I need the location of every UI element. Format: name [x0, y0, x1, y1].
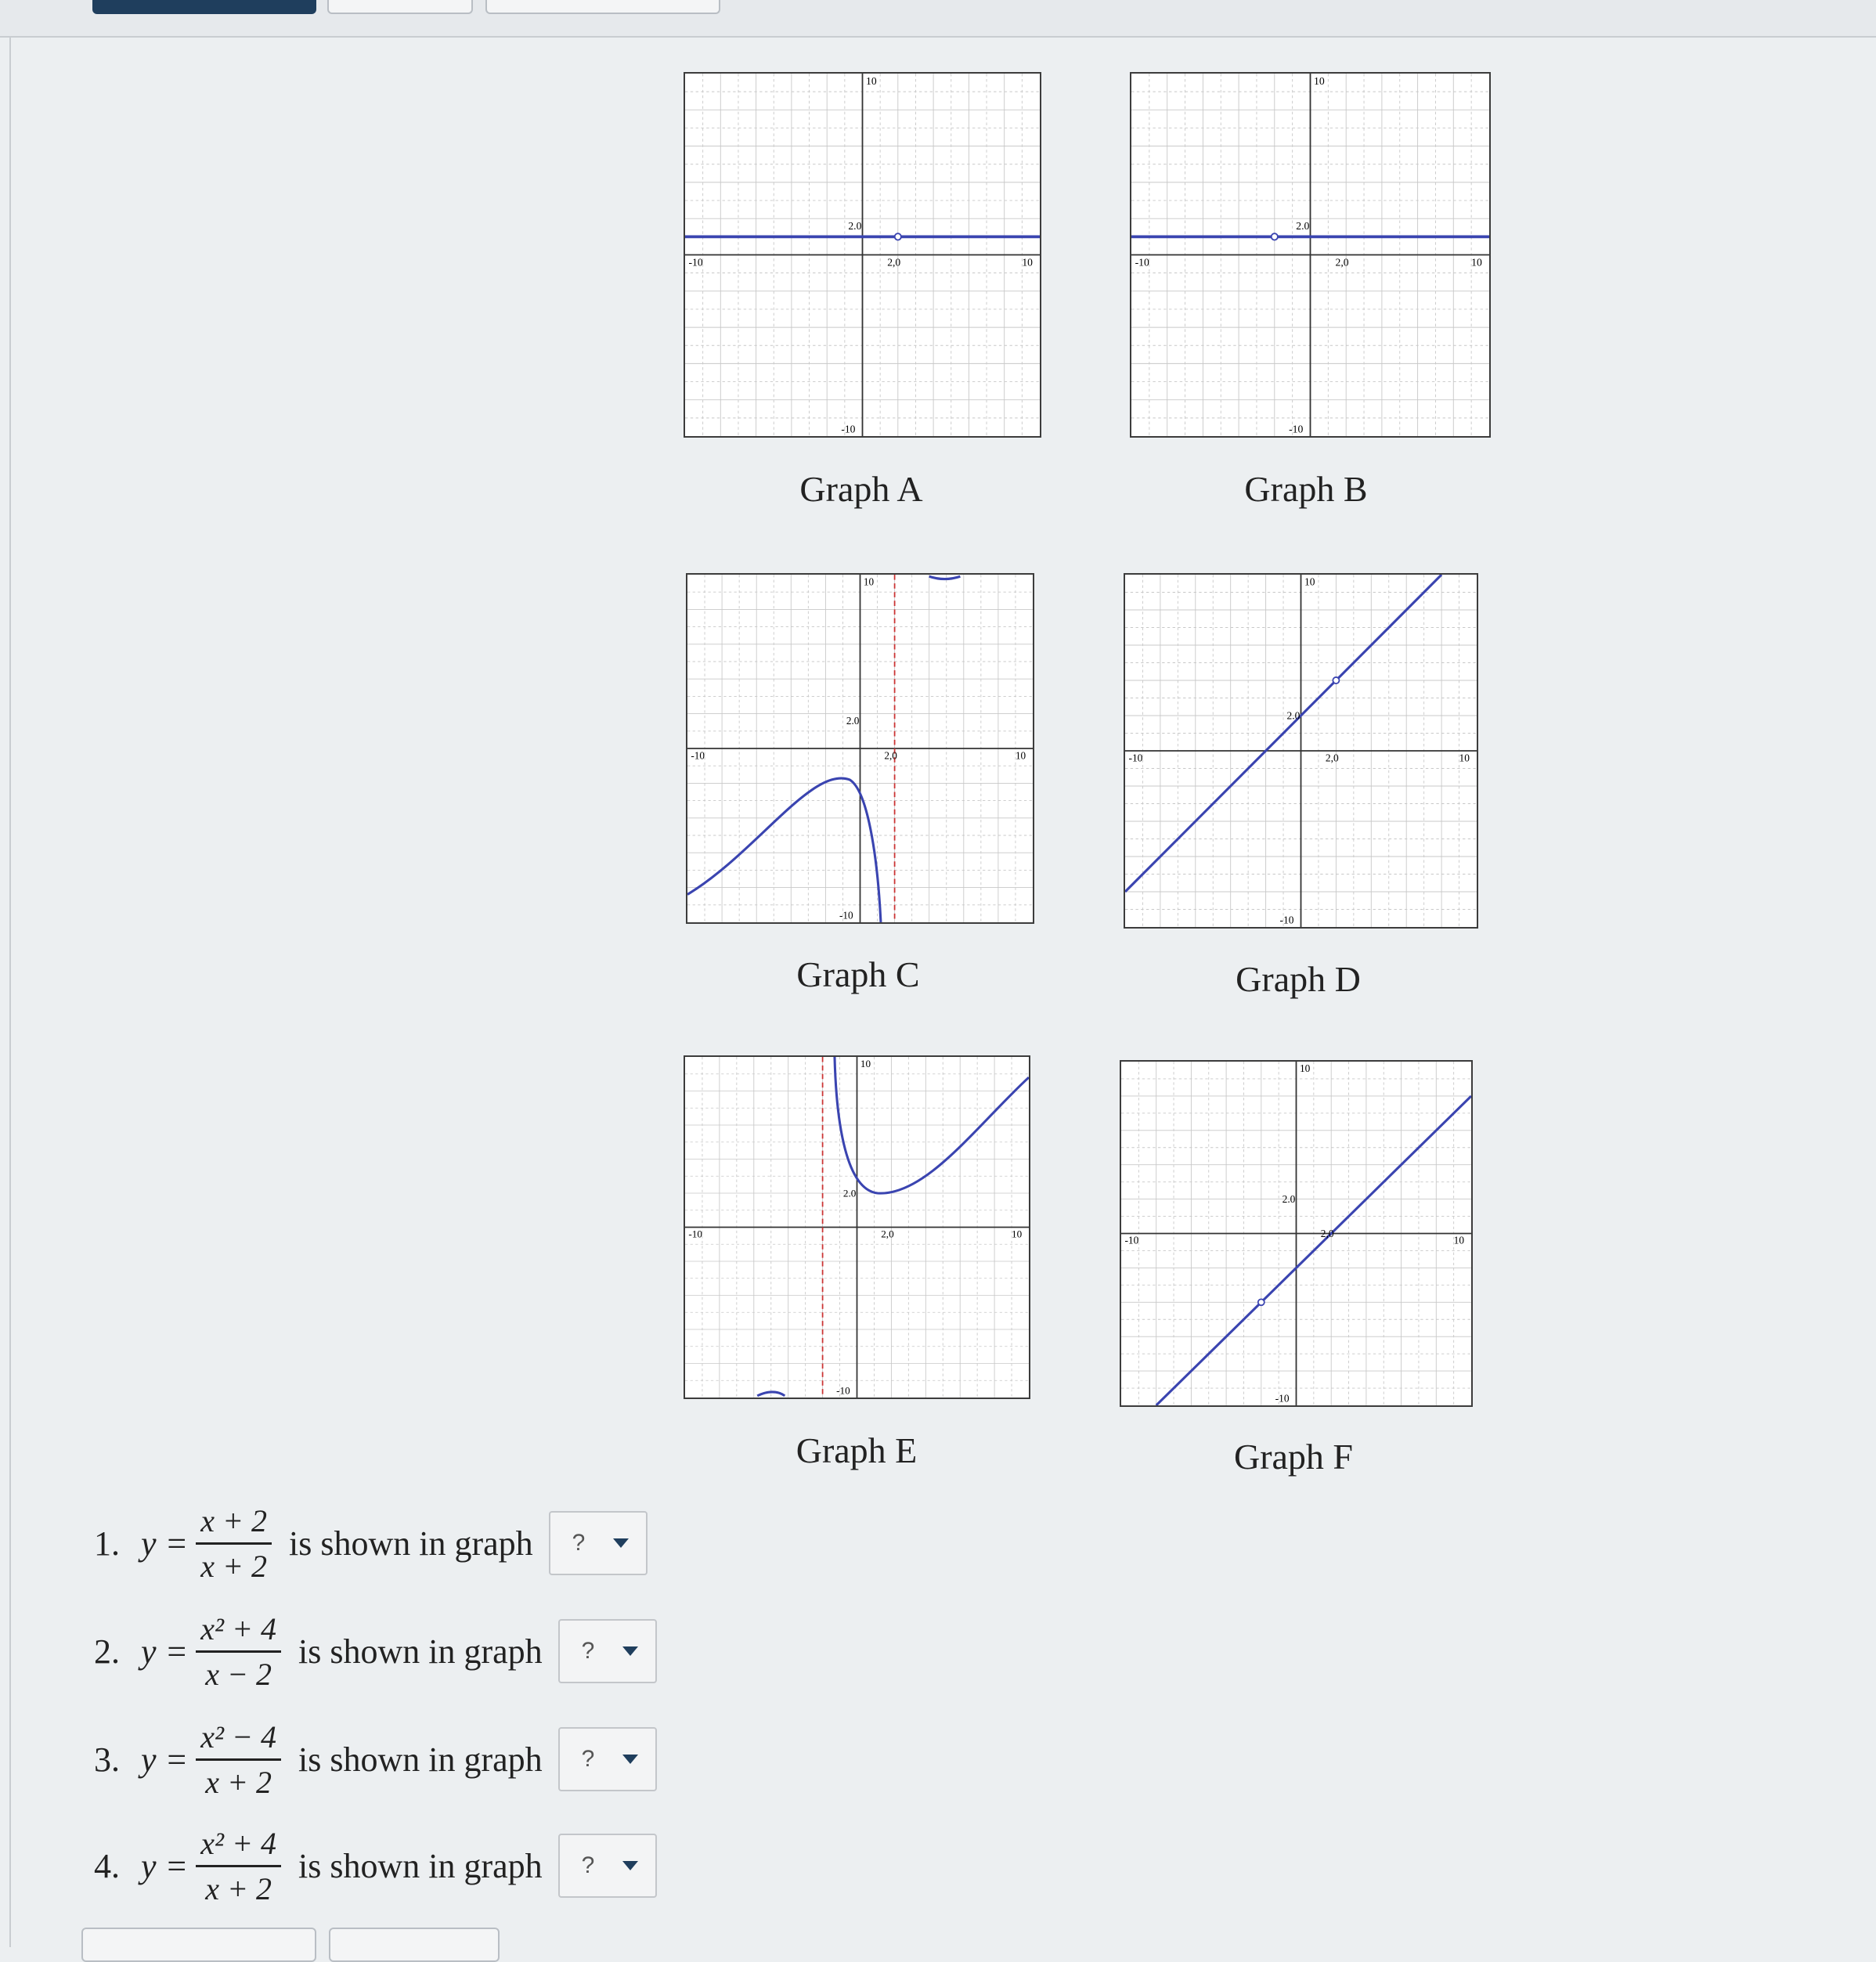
graph-c-label: Graph C: [796, 954, 920, 994]
fraction-denominator: x + 2: [205, 1870, 272, 1906]
graph-f: [1120, 1060, 1473, 1407]
graph-b-label: Graph B: [1244, 469, 1368, 509]
question-4: [94, 1823, 657, 1909]
bottom-button-right[interactable]: [329, 1928, 500, 1962]
equation-lhs: y =: [141, 1740, 189, 1779]
fraction-numerator: x² + 4: [196, 1825, 281, 1867]
tick-label-ymax: 10: [1299, 1062, 1311, 1075]
tick-label-y2: 2.0: [846, 714, 860, 727]
chevron-down-icon: [622, 1861, 638, 1870]
tick-label-xmin: -10: [688, 256, 703, 269]
fraction-denominator: x + 2: [205, 1764, 272, 1800]
tick-label-y2: 2.0: [848, 219, 862, 233]
tick-label-ymax: 10: [1304, 575, 1315, 588]
graph-c: [686, 573, 1034, 924]
tick-label-ymax: 10: [1314, 74, 1325, 87]
tick-label-xmax: 10: [1015, 749, 1026, 762]
question-text: is shown in graph: [288, 1524, 533, 1563]
tick-label-ymax: 10: [863, 575, 875, 588]
graph-d: [1124, 573, 1478, 929]
question-number: 3.: [94, 1740, 120, 1779]
select-value: ?: [581, 1638, 595, 1664]
select-value: ?: [581, 1852, 595, 1878]
bottom-button-left[interactable]: [81, 1928, 316, 1962]
equation-fraction: [196, 1502, 272, 1585]
tick-label-ymin: -10: [1289, 423, 1304, 435]
chevron-down-icon: [622, 1755, 638, 1764]
fraction-numerator: x + 2: [196, 1502, 272, 1545]
equation-lhs: y =: [141, 1846, 189, 1885]
tick-label-xmin: -10: [691, 749, 705, 762]
tick-label-x2: 2,0: [884, 749, 897, 762]
top-tertiary-button[interactable]: [485, 0, 720, 14]
question-text: is shown in graph: [298, 1632, 543, 1671]
top-primary-button[interactable]: [92, 0, 316, 14]
tick-label-ymin: -10: [836, 1384, 850, 1397]
tick-label-x2: 2,0: [1335, 256, 1349, 269]
question-1: [94, 1500, 648, 1586]
tick-label-xmax: 10: [1471, 256, 1482, 269]
equation-fraction: [196, 1719, 281, 1801]
graph-select-1[interactable]: [549, 1511, 648, 1575]
question-number: 2.: [94, 1632, 120, 1671]
chevron-down-icon: [613, 1538, 629, 1548]
tick-label-ymin: -10: [1279, 914, 1294, 926]
top-secondary-button[interactable]: [327, 0, 473, 14]
tick-label-ymax: 10: [866, 74, 877, 87]
fraction-denominator: x + 2: [200, 1548, 267, 1584]
fraction-numerator: x² + 4: [196, 1610, 281, 1653]
tick-label-xmax: 10: [1459, 752, 1470, 764]
question-text: is shown in graph: [298, 1846, 543, 1885]
equation-lhs: y =: [141, 1524, 189, 1563]
graph-d-label: Graph D: [1236, 959, 1361, 999]
graph-e: [684, 1055, 1030, 1399]
fraction-denominator: x − 2: [205, 1656, 272, 1692]
select-value: ?: [572, 1530, 586, 1556]
equation-fraction: [196, 1825, 281, 1907]
tick-label-ymin: -10: [1275, 1392, 1290, 1405]
graph-select-4[interactable]: [558, 1834, 657, 1898]
question-number: 1.: [94, 1524, 120, 1563]
tick-label-y2: 2.0: [1286, 709, 1301, 722]
graph-a: [684, 72, 1041, 438]
tick-label-y2: 2.0: [842, 1187, 857, 1199]
top-toolbar: [0, 0, 1876, 38]
tick-label-x2: 2,0: [887, 256, 901, 269]
tick-label-x2: 2,0: [881, 1228, 894, 1240]
question-text: is shown in graph: [298, 1740, 543, 1779]
content-left-border: [9, 36, 11, 1947]
question-3: [94, 1716, 657, 1802]
tick-label-x2: 2,0: [1325, 752, 1339, 764]
tick-label-xmin: -10: [1124, 1234, 1139, 1246]
question-2: [94, 1608, 657, 1694]
tick-label-ymin: -10: [839, 909, 853, 921]
select-value: ?: [581, 1746, 595, 1772]
tick-label-y2: 2.0: [1296, 220, 1310, 233]
tick-label-xmax: 10: [1012, 1228, 1023, 1240]
graph-select-2[interactable]: [558, 1619, 657, 1683]
tick-label-xmin: -10: [688, 1228, 702, 1240]
tick-label-ymin: -10: [841, 423, 856, 435]
tick-label-xmin: -10: [1128, 752, 1143, 764]
equation-fraction: [196, 1610, 281, 1693]
fraction-numerator: x² − 4: [196, 1719, 281, 1761]
tick-label-y2: 2.0: [1282, 1193, 1296, 1205]
graph-select-3[interactable]: [558, 1727, 657, 1791]
tick-label-xmax: 10: [1453, 1234, 1465, 1246]
chevron-down-icon: [622, 1646, 638, 1656]
graph-e-label: Graph E: [795, 1430, 918, 1470]
tick-label-xmax: 10: [1022, 256, 1033, 269]
tick-label-ymax: 10: [860, 1058, 871, 1070]
tick-label-xmin: -10: [1135, 256, 1149, 269]
tick-label-x2: 2,0: [1320, 1227, 1334, 1239]
graph-a-label: Graph A: [799, 469, 923, 509]
graph-b: [1130, 72, 1491, 438]
graph-f-label: Graph F: [1233, 1437, 1354, 1477]
equation-lhs: y =: [141, 1632, 189, 1671]
question-number: 4.: [94, 1846, 120, 1885]
